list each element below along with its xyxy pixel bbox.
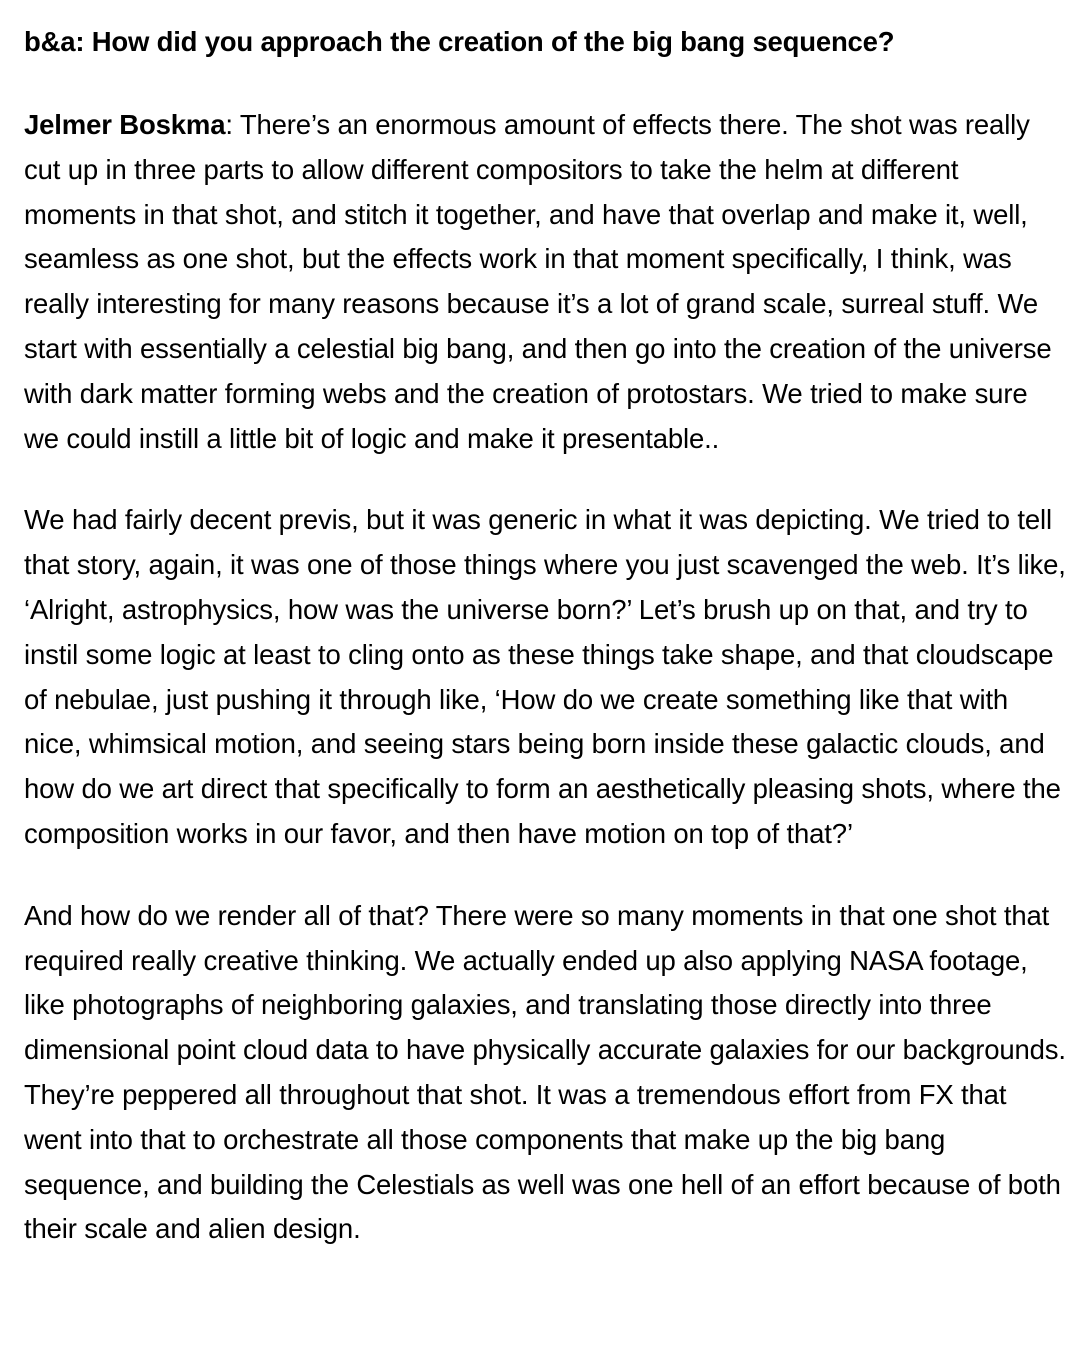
answer-paragraph-1 [24, 103, 1066, 461]
interview-question: b&a: How did you approach the creation of the big bang sequence? [24, 26, 895, 57]
speaker-name: Jelmer Boskma [24, 109, 226, 140]
answer-paragraph-1-text: : There’s an enormous amount of effects there. The shot was really cut up in three parts to allow different compositors to take the helm at different moments in that shot, and stitch it together, and have that overlap and make it, well, seamless as one shot, but the effects work in that moment specifically, I think, was really interesting for many reasons because it’s a lot of grand scale, surreal stuff. We start with essentially a celestial big bang, and then go into the creation of the universe with dark matter forming webs and the creation of protostars. We tried to make sure we could instill a little bit of logic and make it presentable.. [24, 109, 1052, 454]
answer-paragraph-3: And how do we render all of that? There were so many moments in that one shot that required really creative thinking. We actually ended up also applying NASA footage, like photographs of neighboring galaxies, and translating those directly into three dimensional point cloud data to have physically accurate galaxies for our backgrounds. They’re peppered all throughout that shot. It was a tremendous effort from FX that went into that to orchestrate all those components that make up the big bang sequence, and building the Celestials as well was one hell of an effort because of both their scale and alien design. [24, 899, 1066, 1245]
answer-paragraph-2: We had fairly decent previs, but it was generic in what it was depicting. We tried to tell that story, again, it was one of those things where you just scavenged the web. It’s like, ‘Alright, astrophysics, how was the universe born?’ Let’s brush up on that, and try to instil some logic at least to cling onto as these things take shape, and that cloudscape of nebulae, just pushing it through like, ‘How do we create something like that with nice, whimsical motion, and seeing stars being born inside these galactic clouds, and how do we art direct that specifically to form an aesthetically pleasing shots, where the composition works in our favor, and then have motion on top of that?’ [24, 504, 1066, 849]
